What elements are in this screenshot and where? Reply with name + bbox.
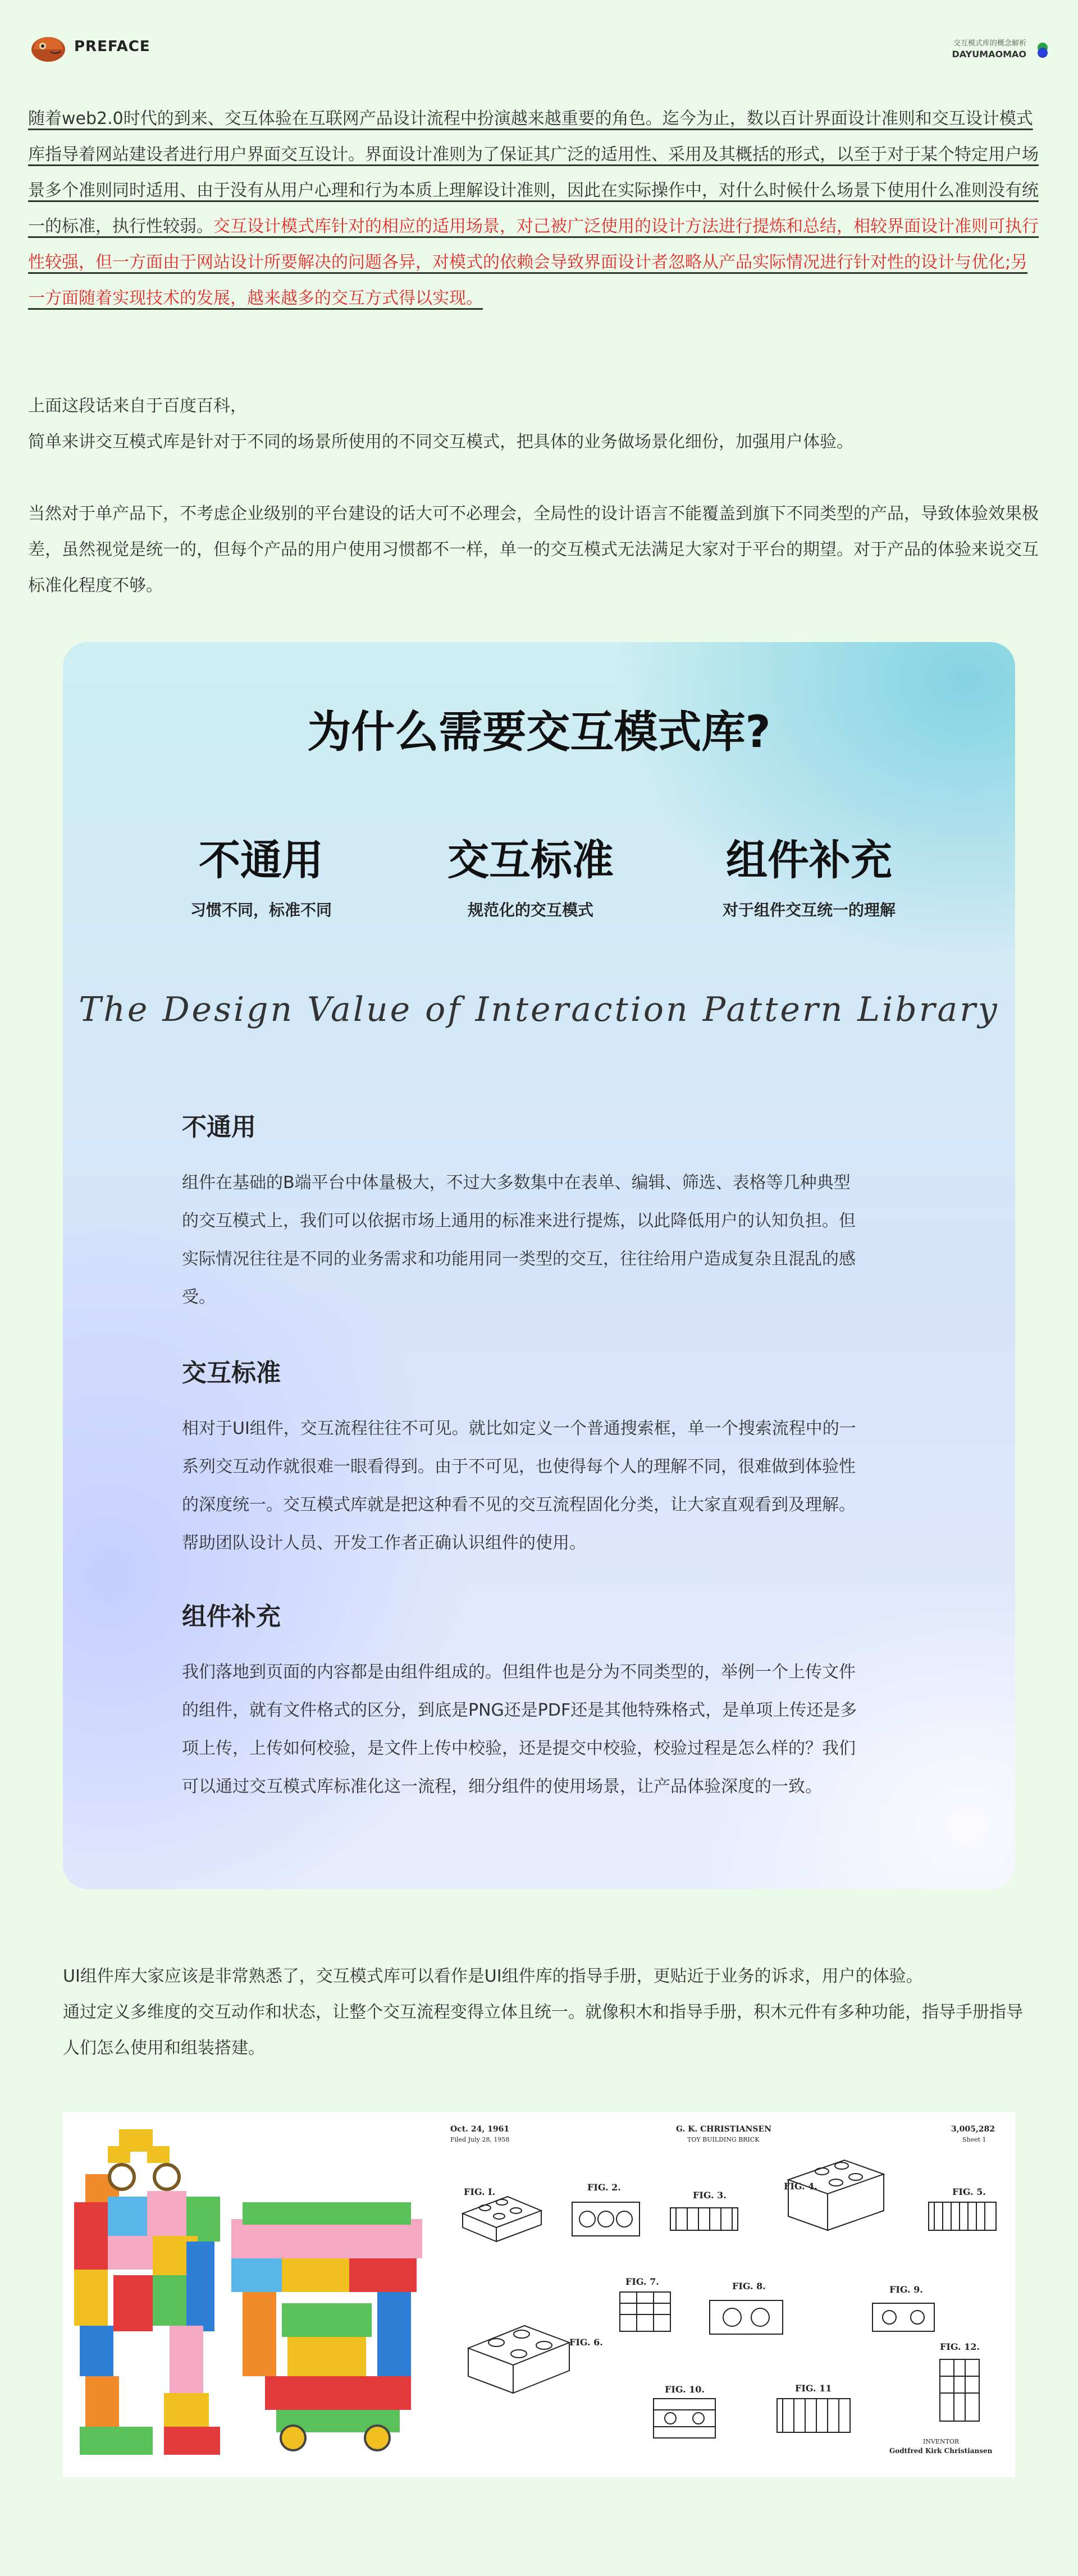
- fig-label: FIG. 9.: [889, 2284, 923, 2295]
- card-title: 为什么需要交互模式库?: [307, 707, 771, 758]
- patent-figures: [440, 2112, 1015, 2477]
- pillar-component-supplement: [669, 827, 949, 920]
- quote-source-paragraph: [28, 388, 1050, 460]
- why-pattern-library-card: [63, 642, 1015, 1889]
- section-component-supplement: [182, 1596, 861, 1806]
- lego-toy-image: [63, 2112, 440, 2477]
- header-right: [952, 37, 1049, 59]
- preface-logo-icon: [29, 33, 67, 64]
- patent-drawing: [440, 2112, 1015, 2477]
- pillar-heading: 不通用: [199, 836, 323, 884]
- fig-label: FIG. 12.: [940, 2341, 980, 2352]
- patent-number: 3,005,282: [951, 2125, 995, 2134]
- fig-label: FIG. 11: [795, 2383, 832, 2394]
- script-english-title: The Design Value of Interaction Pattern Library: [79, 990, 999, 1029]
- fig-label: FIG. 4.: [784, 2181, 817, 2192]
- fig-label: FIG. I.: [464, 2187, 496, 2197]
- fig-label: FIG. 8.: [732, 2281, 766, 2291]
- pillar-not-universal: [121, 827, 401, 920]
- patent-inventor: G. K. CHRISTIANSEN: [676, 2125, 771, 2134]
- pillar-subtitle: 习惯不同，标准不同: [190, 901, 332, 919]
- header-subtitle: 交互模式库的概念解析: [953, 39, 1026, 48]
- patent-sheet: Sheet 1: [962, 2136, 986, 2143]
- patent-inventor-name: Godtfred Kirk Christiansen: [889, 2447, 993, 2455]
- ui-library-paragraph: [63, 1959, 1029, 2066]
- section-body: 我们落地到页面的内容都是由组件组成的。但组件也是分为不同类型的，举例一个上传文件的组件，就有文件格式的区分，到底是PNG还是PDF还是其他特殊格式，是单项上传还是多项上传，上传如何校验，是文件上传中校验，还是提交中校验，校验过程是怎么样的？我们可以通过交互模式库标准化这一流程，细分组件的使用场景，让产品体验深度的一致。: [182, 1662, 857, 1796]
- section-heading: 交互标准: [182, 1359, 281, 1387]
- section-heading: 组件补充: [182, 1602, 281, 1631]
- fig-label: FIG. 6.: [569, 2337, 603, 2348]
- header: [29, 31, 1049, 65]
- section-heading: 不通用: [182, 1113, 256, 1142]
- single-product-paragraph: 当然对于单产品下，不考虑企业级别的平台建设的话大可不必理会，全局性的设计语言不能覆盖到旗下不同类型的产品，导致体验效果极差，虽然视觉是统一的，但每个产品的用户使用习惯都不一样，单一的交互模式无法满足大家对于平台的期望。对于产品的体验来说交互标准化程度不够。: [28, 504, 1039, 595]
- multi-dimension-line: 通过定义多维度的交互动作和状态，让整个交互流程变得立体且统一。就像积木和指导手册，积木元件有多种功能，指导手册指导人们怎么使用和组装搭建。: [63, 2002, 1023, 2058]
- section-body: 相对于UI组件，交互流程往往不可见。就比如定义一个普通搜索框，单一个搜索流程中的一系列交互动作就很难一眼看得到。由于不可见，也使得每个人的理解不同，很难做到体验性的深度统一。交互模式库就是把这种看不见的交互流程固化分类，让大家直观看到及理解。帮助团队设计人员、开发工作者正确认识组件的使用。: [182, 1419, 856, 1553]
- intro-paragraph: [28, 101, 1044, 317]
- pillar-interaction-standard: [390, 827, 671, 920]
- logo-text: PREFACE: [74, 38, 150, 55]
- header-brand: DAYUMAOMAO: [952, 49, 1026, 59]
- ui-library-line: UI组件库大家应该是非常熟悉了，交互模式库可以看作是UI组件库的指导手册，更贴近于业务的诉求，用户的体验。: [63, 1967, 923, 1986]
- pillar-subtitle: 对于组件交互统一的理解: [722, 901, 896, 919]
- patent-date: Oct. 24, 1961: [450, 2125, 510, 2134]
- patent-title: TOY BUILDING BRICK: [687, 2136, 760, 2143]
- quote-source-line: 上面这段话来自于百度百科，: [28, 396, 247, 416]
- section-body: 组件在基础的B端平台中体量极大，不过大多数集中在表单、编辑、筛选、表格等几种典型的交互模式上，我们可以依据市场上通用的标准来进行提炼，以此降低用户的认知负担。但实际情况往往是不同的业务需求和功能用同一类型的交互，往往给用户造成复杂且混乱的感受。: [182, 1173, 856, 1307]
- intro-text: 随着web2.0时代的到来、交互体验在互联网产品设计流程中扮演越来越重要的角色。迄今为止，数以百计界面设计准则和交互设计模式库指导着网站建设者进行用户界面交互设计。界面设计准则为了保证其广泛的适用性、采用及其概括的形式，以至于对于某个特定用户场景多个准则同时适用、由于没有从用户心理和行为本质上理解设计准则，因此在实际操作中，对什么时候什么场景下使用什么准则没有统一的标准，执行性较弱。: [28, 109, 1039, 236]
- patent-inventor-label: INVENTOR: [923, 2438, 960, 2445]
- definition-line: 简单来讲交互模式库是针对于不同的场景所使用的不同交互模式，把具体的业务做场景化细份，加强用户体验。: [28, 432, 853, 452]
- brand-dot-icon: [1036, 42, 1049, 58]
- fig-label: FIG. 7.: [625, 2276, 659, 2287]
- section-interaction-standard: [182, 1353, 861, 1562]
- lego-images: [63, 2112, 1015, 2477]
- fig-label: FIG. 10.: [665, 2384, 705, 2395]
- pillar-heading: 组件补充: [726, 836, 892, 884]
- patent-filed: Filed July 28, 1958: [450, 2136, 510, 2143]
- fig-label: FIG. 5.: [952, 2187, 986, 2197]
- fig-label: FIG. 2.: [587, 2182, 621, 2193]
- pillar-subtitle: 规范化的交互模式: [467, 901, 593, 919]
- intro-highlight-text: 交互设计模式库针对的相应的适用场景，对己被广泛使用的设计方法进行提炼和总结，相较界面设计准则可执行性较强，但一方面由于网站设计所要解决的问题各异，对模式的依赖会导致界面设计者忽略从产品实际情况进行针对性的设计与优化;另一方面随着实现技术的发展，越来越多的交互方式得以实现。: [28, 217, 1039, 308]
- section-not-universal: [182, 1107, 861, 1317]
- fig-label: FIG. 3.: [693, 2190, 727, 2201]
- pillar-heading: 交互标准: [447, 836, 614, 884]
